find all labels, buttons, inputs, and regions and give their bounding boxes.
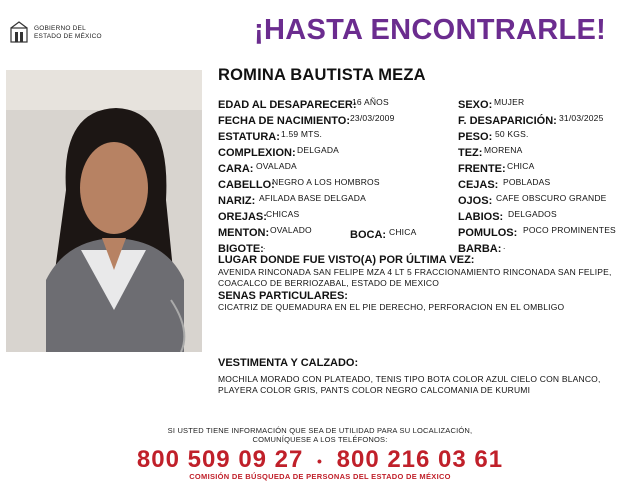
last-seen-text: AVENIDA RINCONADA SAN FELIPE MZA 4 LT 5 FRACCIONAMIENTO RINCONADA SAN FELIPE, COACALCO DE BERRIOZABAL, ESTADO DE MEXICO [218,267,612,288]
info-line2: COMUNÍQUESE A LOS TELÉFONOS: [252,435,388,444]
phone-1: 800 509 09 27 [136,446,304,473]
field-value: 50 KGS. [495,129,529,139]
field-value: NEGRO A LOS HOMBROS [272,177,380,187]
field-label: FRENTE: [458,163,506,175]
info-line1: SI USTED TIENE INFORMACIÓN QUE SEA DE UTILIDAD PARA SU LOCALIZACIÓN, [167,426,473,435]
field-value: 1.59 MTS. [281,129,323,139]
phone-numbers [0,446,640,474]
field-label: BOCA: [350,229,387,241]
field-label: BIGOTE: [218,243,264,255]
field-label: CABELLO: [218,179,275,191]
field-value: CHICAS [266,209,300,219]
person-photo [6,70,202,352]
person-photo-image [6,70,202,352]
field-label: ESTATURA: [218,131,280,143]
phone-2: 800 216 03 61 [336,446,504,473]
field-label: POMULOS: [458,227,518,239]
person-name: ROMINA BAUTISTA MEZA [218,66,426,84]
field-value: MUJER [494,97,525,107]
field-label: SEXO: [458,99,493,111]
field-label: LABIOS: [458,211,504,223]
field-label: TEZ: [458,147,483,159]
field-value: POBLADAS [503,177,551,187]
field-label: COMPLEXION: [218,147,296,159]
state-emblem-icon [8,20,30,44]
field-label: OJOS: [458,195,493,207]
phone-separator: • [317,452,323,469]
field-value: POCO PROMINENTES [523,225,616,235]
field-value: MORENA [484,145,523,155]
field-value: 23/03/2009 [350,113,395,123]
field-value: OVALADO [270,225,312,235]
state-government-logo [8,20,118,46]
distinguishing-marks-text: CICATRIZ DE QUEMADURA EN EL PIE DERECHO, PERFORACION EN EL OMBLIGO [218,302,565,312]
field-value: 16 AÑOS [352,97,389,107]
logo-line2: ESTADO DE MÉXICO [34,33,102,40]
field-value: CHICA [389,227,417,237]
headline: ¡HASTA ENCONTRARLE! [254,14,607,46]
field-value: AFILADA BASE DELGADA [259,193,366,203]
field-label: NARIZ: [218,195,256,207]
field-label: CEJAS: [458,179,499,191]
field-value: OVALADA [256,161,297,171]
field-label: FECHA DE NACIMIENTO: [218,115,350,127]
distinguishing-marks-label: SENAS PARTICULARES: [218,290,348,302]
field-mouth [350,225,386,243]
clothing-label: VESTIMENTA Y CALZADO: [218,357,359,369]
field-label: OREJAS: [218,211,267,223]
field-label: F. DESAPARICIÓN: [458,115,557,127]
field-value: CHICA [507,161,535,171]
field-value: DELGADOS [508,209,557,219]
field-value: DELGADA [297,145,340,155]
logo-text [34,25,102,41]
field-label: BARBA: [458,243,502,255]
field-label: EDAD AL DESAPARECER: [218,99,357,111]
logo-line1: GOBIERNO DEL [34,25,86,32]
clothing-text: MOCHILA MORADO CON PLATEADO, TENIS TIPO BOTA COLOR AZUL CIELO CON BLANCO, PLAYERA COLOR GRIS, PANTS COLOR NEGRO CALCOMANIA DE KURUMI [218,374,601,395]
field-value: . [503,241,506,251]
commission-name: COMISIÓN DE BÚSQUEDA DE PERSONAS DEL ESTADO DE MÉXICO [189,472,451,481]
info-text [0,426,640,444]
field-value: 31/03/2025 [559,113,604,123]
field-label: MENTON: [218,227,270,239]
field-label: PESO: [458,131,493,143]
field-label: CARA: [218,163,254,175]
field-value: . [263,241,266,251]
last-seen-label: LUGAR DONDE FUE VISTO(A) POR ÚLTIMA VEZ: [218,254,475,266]
field-value: CAFE OBSCURO GRANDE [496,193,607,203]
